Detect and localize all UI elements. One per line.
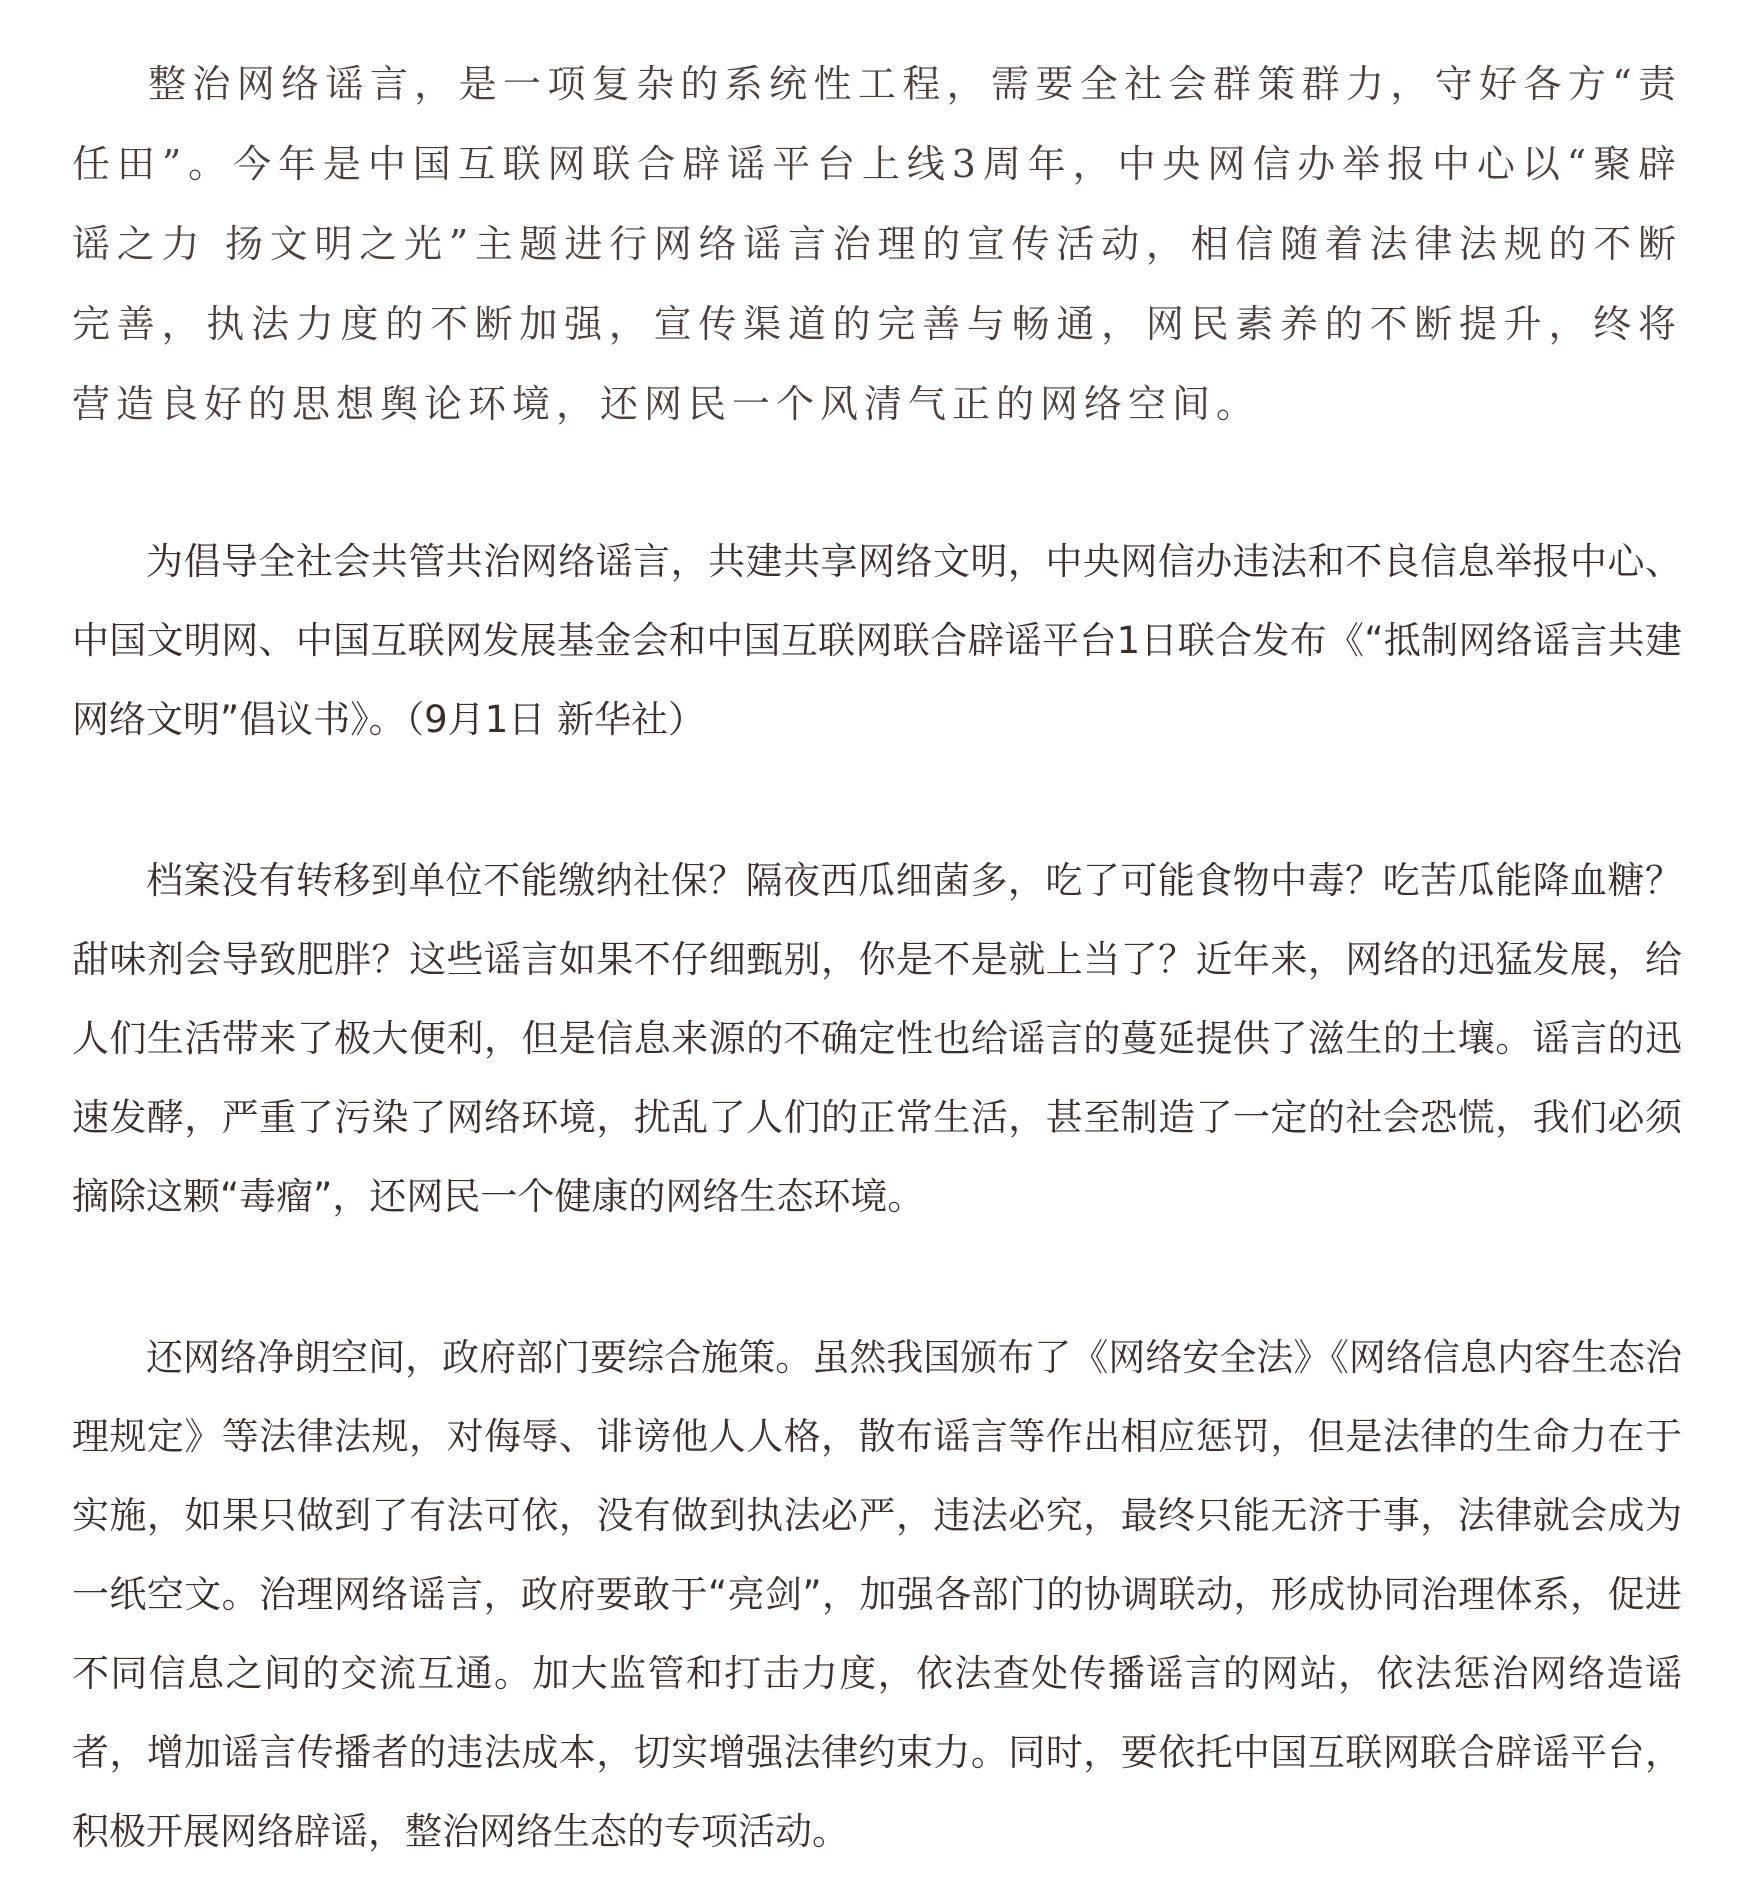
paragraph-intro: 整治网络谣言，是一项复杂的系统性工程，需要全社会群策群力，守好各方“责任田”。今年是中国互联网联合辟谣平台上线3周年，中央网信办举报中心以“聚辟谣之力 扬文明之光”主题进行网络谣言治理的宣传活动，相信随着法律法规的不断完善，执法力度的不断加强，宣传渠道的完善与畅通，网民素养的不断提升，终将营造良好的思想舆论环境，还网民一个风清气正的网络空间。	[72, 62, 1682, 426]
paragraph-government-measures: 还网络净朗空间，政府部门要综合施策。虽然我国颁布了《网络安全法》《网络信息内容生态治理规定》等法律法规，对侮辱、诽谤他人人格，散布谣言等作出相应惩罚，但是法律的生命力在于实施，如果只做到了有法可依，没有做到执法必严，违法必究，最终只能无济于事，法律就会成为一纸空文。治理网络谣言，政府要敢于“亮剑”，加强各部门的协调联动，形成协同治理体系，促进不同信息之间的交流互通。加大监管和打击力度，依法查处传播谣言的网站，依法惩治网络造谣者，增加谣言传播者的违法成本，切实增强法律约束力。同时，要依托中国互联网联合辟谣平台，积极开展网络辟谣，整治网络生态的专项活动。	[72, 1336, 1682, 1853]
paragraph-news-lead: 为倡导全社会共管共治网络谣言，共建共享网络文明，中央网信办违法和不良信息举报中心、中国文明网、中国互联网发展基金会和中国互联网联合辟谣平台1日联合发布《“抵制网络谣言共建网络文明”倡议书》。（9月1日 新华社）	[72, 540, 1682, 741]
paragraph-rumor-examples: 档案没有转移到单位不能缴纳社保？隔夜西瓜细菌多，吃了可能食物中毒？吃苦瓜能降血糖？甜味剂会导致肥胖？这些谣言如果不仔细甄别，你是不是就上当了？近年来，网络的迅猛发展，给人们生活带来了极大便利，但是信息来源的不确定性也给谣言的蔓延提供了滋生的土壤。谣言的迅速发酵，严重了污染了网络环境，扰乱了人们的正常生活，甚至制造了一定的社会恐慌，我们必须摘除这颗“毒瘤”，还网民一个健康的网络生态环境。	[72, 859, 1682, 1218]
